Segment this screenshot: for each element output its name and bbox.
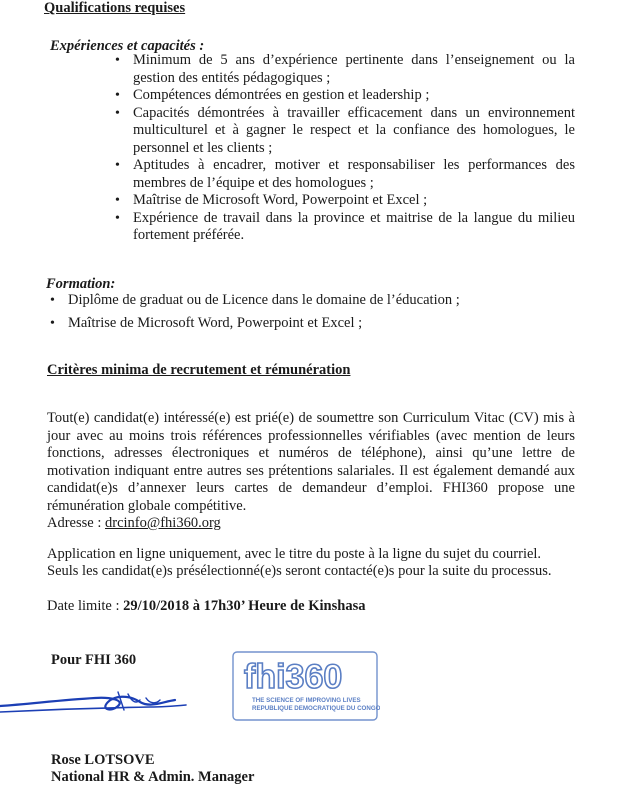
- stamp-logo: fhi360: [244, 658, 343, 696]
- criteria-paragraph: Tout(e) candidat(e) intéressé(e) est prié(e) de soumettre son Curriculum Vitac (CV) mis à jour avec au moins trois références professionnelles vérifiables (avec mention de leurs fonctions, adresses électroniques et numéros de téléphone), ainsi qu’une lettre de motivation indiquant entre autres ses prétentions salariales. Il est également demandé aux candidat(e)s d’annexer leurs cartes de demandeur d’emploi. FHI360 propose une rémunération globale compétitive.: [47, 410, 575, 514]
- application-line-2: Seuls les candidat(e)s présélectionné(e)s seront contacté(e)s pour la suite du processus.: [47, 563, 552, 579]
- stamp-line-2: REPUBLIQUE DEMOCRATIQUE DU CONGO: [252, 705, 380, 712]
- experience-item: • Expérience de travail dans la province et maitrise de la langue du milieu fortement préférée.: [133, 210, 575, 245]
- address-line: [47, 515, 221, 533]
- address-email-link[interactable]: drcinfo@fhi360.org: [105, 515, 221, 531]
- organization-stamp: [230, 650, 380, 722]
- stamp-line-1: THE SCIENCE OF IMPROVING LIVES: [252, 697, 361, 704]
- deadline-line: [47, 598, 365, 616]
- deadline-value: 29/10/2018 à 17h30’ Heure de Kinshasa: [123, 598, 366, 614]
- experience-list: [133, 52, 575, 245]
- criteria-title: Critères minima de recrutement et rémunération: [47, 362, 351, 378]
- for-organization: Pour FHI 360: [51, 652, 137, 668]
- formation-title: Formation:: [46, 276, 116, 292]
- application-line-1: Application en ligne uniquement, avec le titre du poste à la ligne du sujet du courriel.: [47, 546, 542, 562]
- experience-item: • Compétences démontrées en gestion et leadership ;: [133, 87, 575, 105]
- address-label: Adresse :: [47, 515, 105, 531]
- experience-item: • Maîtrise de Microsoft Word, Powerpoint et Excel ;: [133, 192, 575, 210]
- deadline-label: Date limite :: [47, 598, 124, 614]
- formation-list: [68, 292, 568, 332]
- experience-item: • Capacités démontrées à travailler efficacement dans un environnement multiculturel et à gagner le respect et la confiance des homologues, le personnel et les clients ;: [133, 105, 575, 158]
- formation-item: • Maîtrise de Microsoft Word, Powerpoint et Excel ;: [68, 315, 568, 333]
- experience-item: • Aptitudes à encadrer, motiver et responsabiliser les performances des membres de l’équipe et des homologues ;: [133, 157, 575, 192]
- signatory-role: National HR & Admin. Manager: [51, 769, 255, 785]
- experience-item: • Minimum de 5 ans d’expérience pertinente dans l’enseignement ou la gestion des entités pédagogiques ;: [133, 52, 575, 87]
- signature-image: [0, 680, 190, 720]
- qualifications-title: Qualifications requises: [44, 0, 186, 16]
- formation-item: • Diplôme de graduat ou de Licence dans le domaine de l’éducation ;: [68, 292, 568, 310]
- signatory-name: Rose LOTSOVE: [51, 752, 155, 768]
- experience-title: Expériences et capacités :: [50, 38, 205, 54]
